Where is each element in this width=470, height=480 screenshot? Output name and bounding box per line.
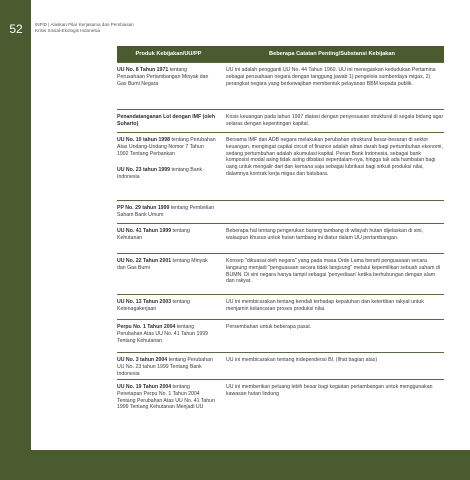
notes-cell: Krisis keuangan pada tahun 1997 diatasi dengan penyesuaian struktural di segala bidang agar selaras dengan kepentingan kapital. — [226, 114, 444, 127]
notes-cell: Konsep "dikuasai oleh negara" yang pada masa Orde Lama berarti penguasaan secara langsung menjadi "penguasaan secara tidak langsung" melalui kepemilikan sebuah saham di BUMN. Di sini negara hanya tampil sebagai 'penyediaan' ketika berhubungan dengan alam dan rakyat. — [226, 258, 440, 285]
footer-band — [31, 450, 470, 480]
policy-cell — [117, 63, 220, 109]
left-sidebar-band — [0, 0, 31, 480]
table-row — [117, 352, 444, 379]
policy-cell — [117, 110, 220, 132]
notes-cell — [220, 201, 444, 223]
header-line-2: Krisis Sosial-Ekologis Indonesia — [35, 28, 101, 33]
policy-cell — [117, 295, 220, 319]
policy-desc: tentang Pembelian Saham Bank Umum — [117, 205, 215, 218]
header-line-1: INFID | Alaskan Pilar Kerjasama dan Pembiasan — [35, 22, 134, 27]
policy-title: UU No. 22 Tahun 2001 — [117, 258, 172, 264]
policy-title: Perpu No. 1 Tahun 2004 — [117, 324, 176, 330]
table-row — [117, 253, 444, 294]
policy-desc: tentang Kehutanan — [117, 228, 190, 241]
notes-cell: UU ini membicarakan tentang independensi BI. (lihat bagian atas) — [226, 357, 378, 363]
policy-title: UU No. 19 Tahun 2004 — [117, 384, 172, 390]
policy-title: UU No. 8 Tahun 1971 — [117, 67, 169, 73]
policy-desc: tentang Perubahan Atas UU No. 41 Tahun 1999 Tentang Kehutanan — [117, 324, 209, 344]
policy-cell — [117, 133, 220, 200]
policy-title: UU No. 23 tahun 1999 — [117, 167, 171, 174]
policy-cell — [117, 353, 220, 379]
policy-desc: tentang Perubahan Atas Undang-Undang Nomor 7 Tahun 1992 Tentang Perbankan — [117, 137, 216, 157]
running-header — [35, 22, 285, 34]
notes-cell: Bersama IMF dan ADB negara melakukan perubahan struktural besar-besaran di sektor keuangan, mengingat capital circuit of finance adalah aliran darah bagi pertumbuhan ekonomi, sedang pertumbuhan adalah akumulasi kapital. Peran Bank Indonesia, sebagai bank komposisi modal asing tidak asing dibatasi seperdalam-nya, hingga tak ada hambatan bagi uang untuk mengalir dari dan kemana saja sebagai lubrikasi bagi sirkuit produksi nilai, dalamnya kontrak kerja migas dan batubara. — [226, 137, 443, 177]
policy-title: UU No. 10 tahun 1998 — [117, 137, 171, 143]
policy-title: UU No. 41 Tahun 1999 — [117, 228, 172, 234]
header-col-policy: Produk Kebijakan/UU/PP — [135, 51, 202, 57]
policy-desc: tentang Bank Indonesia — [117, 167, 203, 181]
policy-desc: tentang Perusahaan Pertambangan Minyak dan Gas Bumi Negara — [117, 67, 209, 87]
policy-cell — [117, 320, 220, 352]
policy-desc: tentang Ketenagakerjaan — [117, 299, 190, 312]
policy-cell — [117, 254, 220, 294]
policy-cell — [117, 201, 220, 223]
table-row — [117, 223, 444, 253]
notes-cell: Persembahan untuk beberapa pasal. — [226, 324, 312, 330]
policy-cell — [117, 224, 220, 253]
policy-title: UU No. 13 Tahun 2003 — [117, 299, 172, 305]
notes-cell: UU ini memberikan peluang lebih besar bagi kegiatan pertambangan untuk menggunakan kawasan hutan lindung — [226, 384, 433, 397]
table-header — [117, 46, 444, 62]
policy-cell — [117, 380, 220, 416]
policy-title: Penandatanganan LoI dengan IMF (oleh Suharto) — [117, 114, 215, 127]
page-number: 52 — [9, 22, 23, 36]
policy-title: UU No. 3 tahun 2004 — [117, 357, 168, 363]
policy-desc: tentang Perubahan UU No. 23 tahun 1999 Tentang Bank Indonesia — [117, 357, 213, 377]
policy-desc: tentang Penetapan Perpu No. 1 Tahun 2004 Tentang Perubahan Atas UU No. 41 Tahun 1999 Tentang Kehutanan Menjadi UU — [117, 384, 215, 411]
policy-desc: tentang Minyak dan Gas Bumi — [117, 258, 208, 271]
policy-table — [117, 46, 444, 416]
notes-cell: UU ini membicarakan tentang kendali terhadap kepatuhan dan ketertiban rakyat untuk menjamin kelancaran proses produksi nilai. — [226, 299, 424, 312]
table-row — [117, 62, 444, 109]
notes-cell: UU ini adalah pengganti UU No. 44 Tahun 1960. UU ini menegaskan kedudukan Pertamina sebagai perusahaan negara dengan tanggung jawab 1) pengelola sumberdaya migas, 2) perangkat negara yang berkewajiban membentuk pelayanan BBM kepada publik. — [226, 67, 436, 87]
table-row — [117, 132, 444, 200]
table-row — [117, 379, 444, 416]
table-row — [117, 200, 444, 223]
policy-title: PP No. 29 tahun 1999 — [117, 205, 170, 211]
notes-cell: Beberapa hal tentang pengerukan barang tambang di wilayah hutan dijelaskan di sini, walaupun khusus untuk hutan tambang ini diatur dalam UU pertambangan. — [226, 228, 423, 241]
table-row — [117, 294, 444, 319]
header-col-notes: Beberapa Catatan Penting/Substansi Kebijakan — [269, 51, 395, 57]
table-row — [117, 109, 444, 132]
table-row — [117, 319, 444, 352]
